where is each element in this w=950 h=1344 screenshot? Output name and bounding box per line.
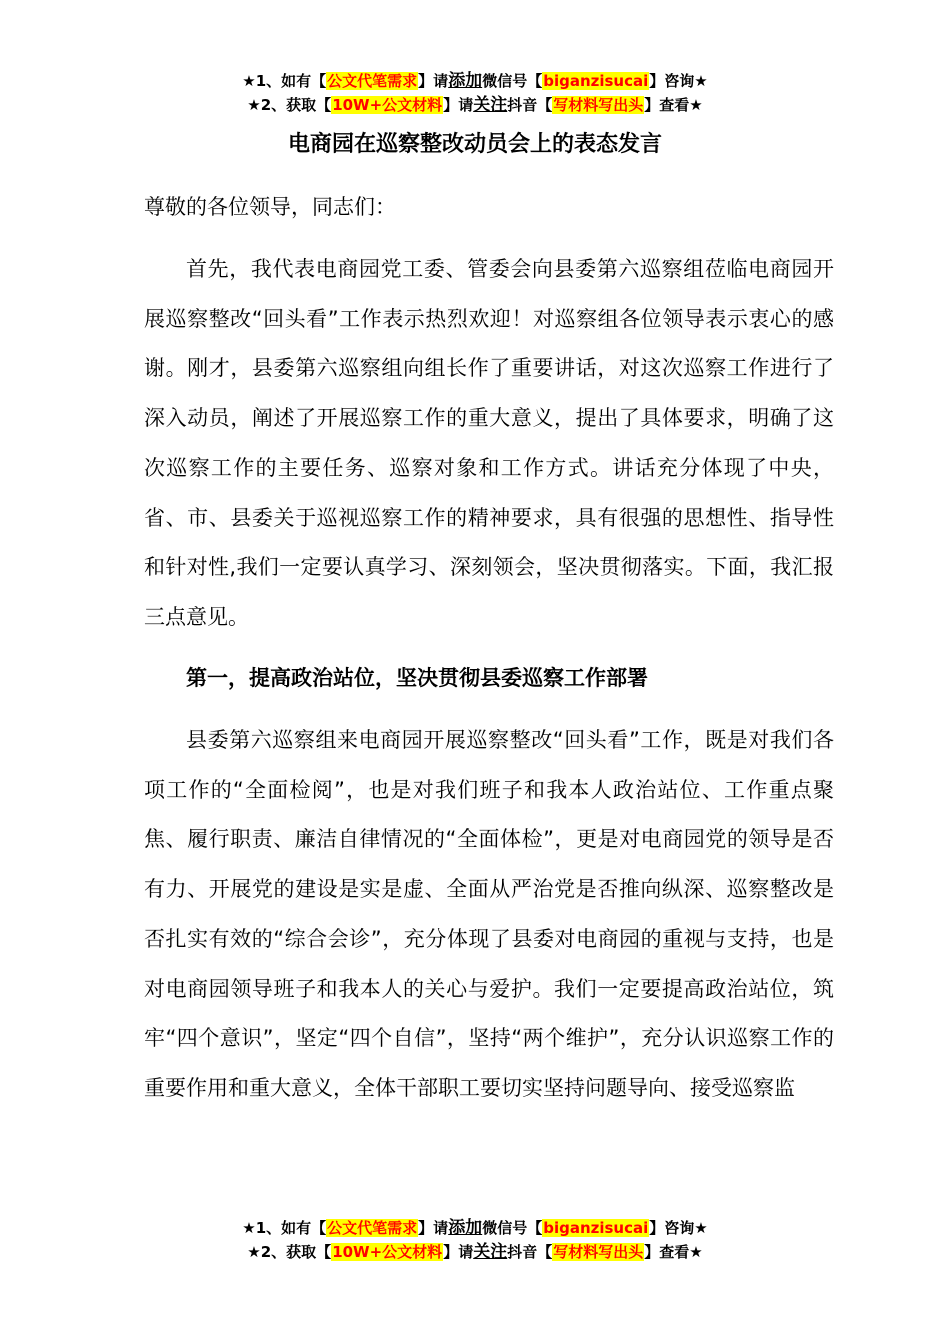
banner-text: 】请 — [443, 1243, 474, 1261]
greeting: 尊敬的各位领导，同志们： — [144, 195, 396, 219]
banner-text: 】请 — [418, 1219, 449, 1237]
banner-text: 】请 — [418, 72, 449, 90]
banner-text: 】查看★ — [644, 1243, 703, 1261]
header-banner — [0, 69, 950, 117]
banner-text: 】咨询★ — [649, 1219, 708, 1237]
banner-line-1 — [0, 1216, 950, 1240]
banner-text: 】查看★ — [644, 96, 703, 114]
banner-text: 】咨询★ — [649, 72, 708, 90]
highlight-service: 公文代笔需求 — [327, 1219, 418, 1237]
emphasis-text: 添加 — [448, 1218, 483, 1238]
banner-line-2 — [0, 1240, 950, 1264]
highlight-wechat-id: biganzisucai — [543, 1219, 649, 1237]
banner-text: 抖音【 — [507, 96, 553, 114]
paragraph-text: 县委第六巡察组来电商园开展巡察整改“回头看”工作，既是对我们各项工作的“全面检阅”，也是对我们班子和我本人政治站位、工作重点聚焦、履行职责、廉洁自律情况的“全面体检”，更是对电商园党的领导是否有力、开展党的建设是实是虚、全面从严治党是否推向纵深、巡察整改是否扎实有效的“综合会诊”，充分体现了县委对电商园的重视与支持，也是对电商园领导班子和我本人的关心与爱护。我们一定要提高政治站位，筑牢“四个意识”，坚定“四个自信”，坚持“两个维护”，充分认识巡察工作的重要作用和重大意义，全体干部职工要切实坚持问题导向、接受巡察监 — [144, 728, 834, 1100]
emphasis-text: 关注 — [473, 1242, 508, 1262]
banner-text: 微信号【 — [482, 1219, 543, 1237]
highlight-service: 公文代笔需求 — [327, 72, 418, 90]
paragraph-1 — [144, 245, 834, 643]
highlight-materials: 10W+公文材料 — [332, 96, 443, 114]
banner-text: ★2、获取【 — [247, 1243, 332, 1261]
highlight-materials: 10W+公文材料 — [332, 1243, 443, 1261]
banner-text: ★2、获取【 — [247, 96, 332, 114]
emphasis-text: 添加 — [448, 71, 483, 91]
banner-text: 】请 — [443, 96, 474, 114]
banner-text: ★1、如有【 — [242, 1219, 327, 1237]
paragraph-2 — [144, 716, 834, 1114]
highlight-douyin-account: 写材料写出头 — [553, 1243, 644, 1261]
banner-line-2 — [0, 93, 950, 117]
banner-text: ★1、如有【 — [242, 72, 327, 90]
emphasis-text: 关注 — [473, 95, 508, 115]
paragraph-text: 首先，我代表电商园党工委、管委会向县委第六巡察组莅临电商园开展巡察整改“回头看”工作表示热烈欢迎！对巡察组各位领导表示衷心的感谢。刚才，县委第六巡察组向组长作了重要讲话，对这次巡察工作进行了深入动员，阐述了开展巡察工作的重大意义，提出了具体要求，明确了这次巡察工作的主要任务、巡察对象和工作方式。讲话充分体现了中央，省、市、县委关于巡视巡察工作的精神要求，具有很强的思想性、指导性和针对性,我们一定要认真学习、深刻领会，坚决贯彻落实。下面，我汇报三点意见。 — [144, 257, 834, 629]
highlight-douyin-account: 写材料写出头 — [553, 96, 644, 114]
banner-text: 抖音【 — [507, 1243, 553, 1261]
footer-banner — [0, 1216, 950, 1264]
banner-text: 微信号【 — [482, 72, 543, 90]
highlight-wechat-id: biganzisucai — [543, 72, 649, 90]
section-heading-1: 第一，提高政治站位，坚决贯彻县委巡察工作部署 — [186, 666, 648, 690]
document-title: 电商园在巡察整改动员会上的表态发言 — [287, 132, 662, 157]
banner-line-1 — [0, 69, 950, 93]
